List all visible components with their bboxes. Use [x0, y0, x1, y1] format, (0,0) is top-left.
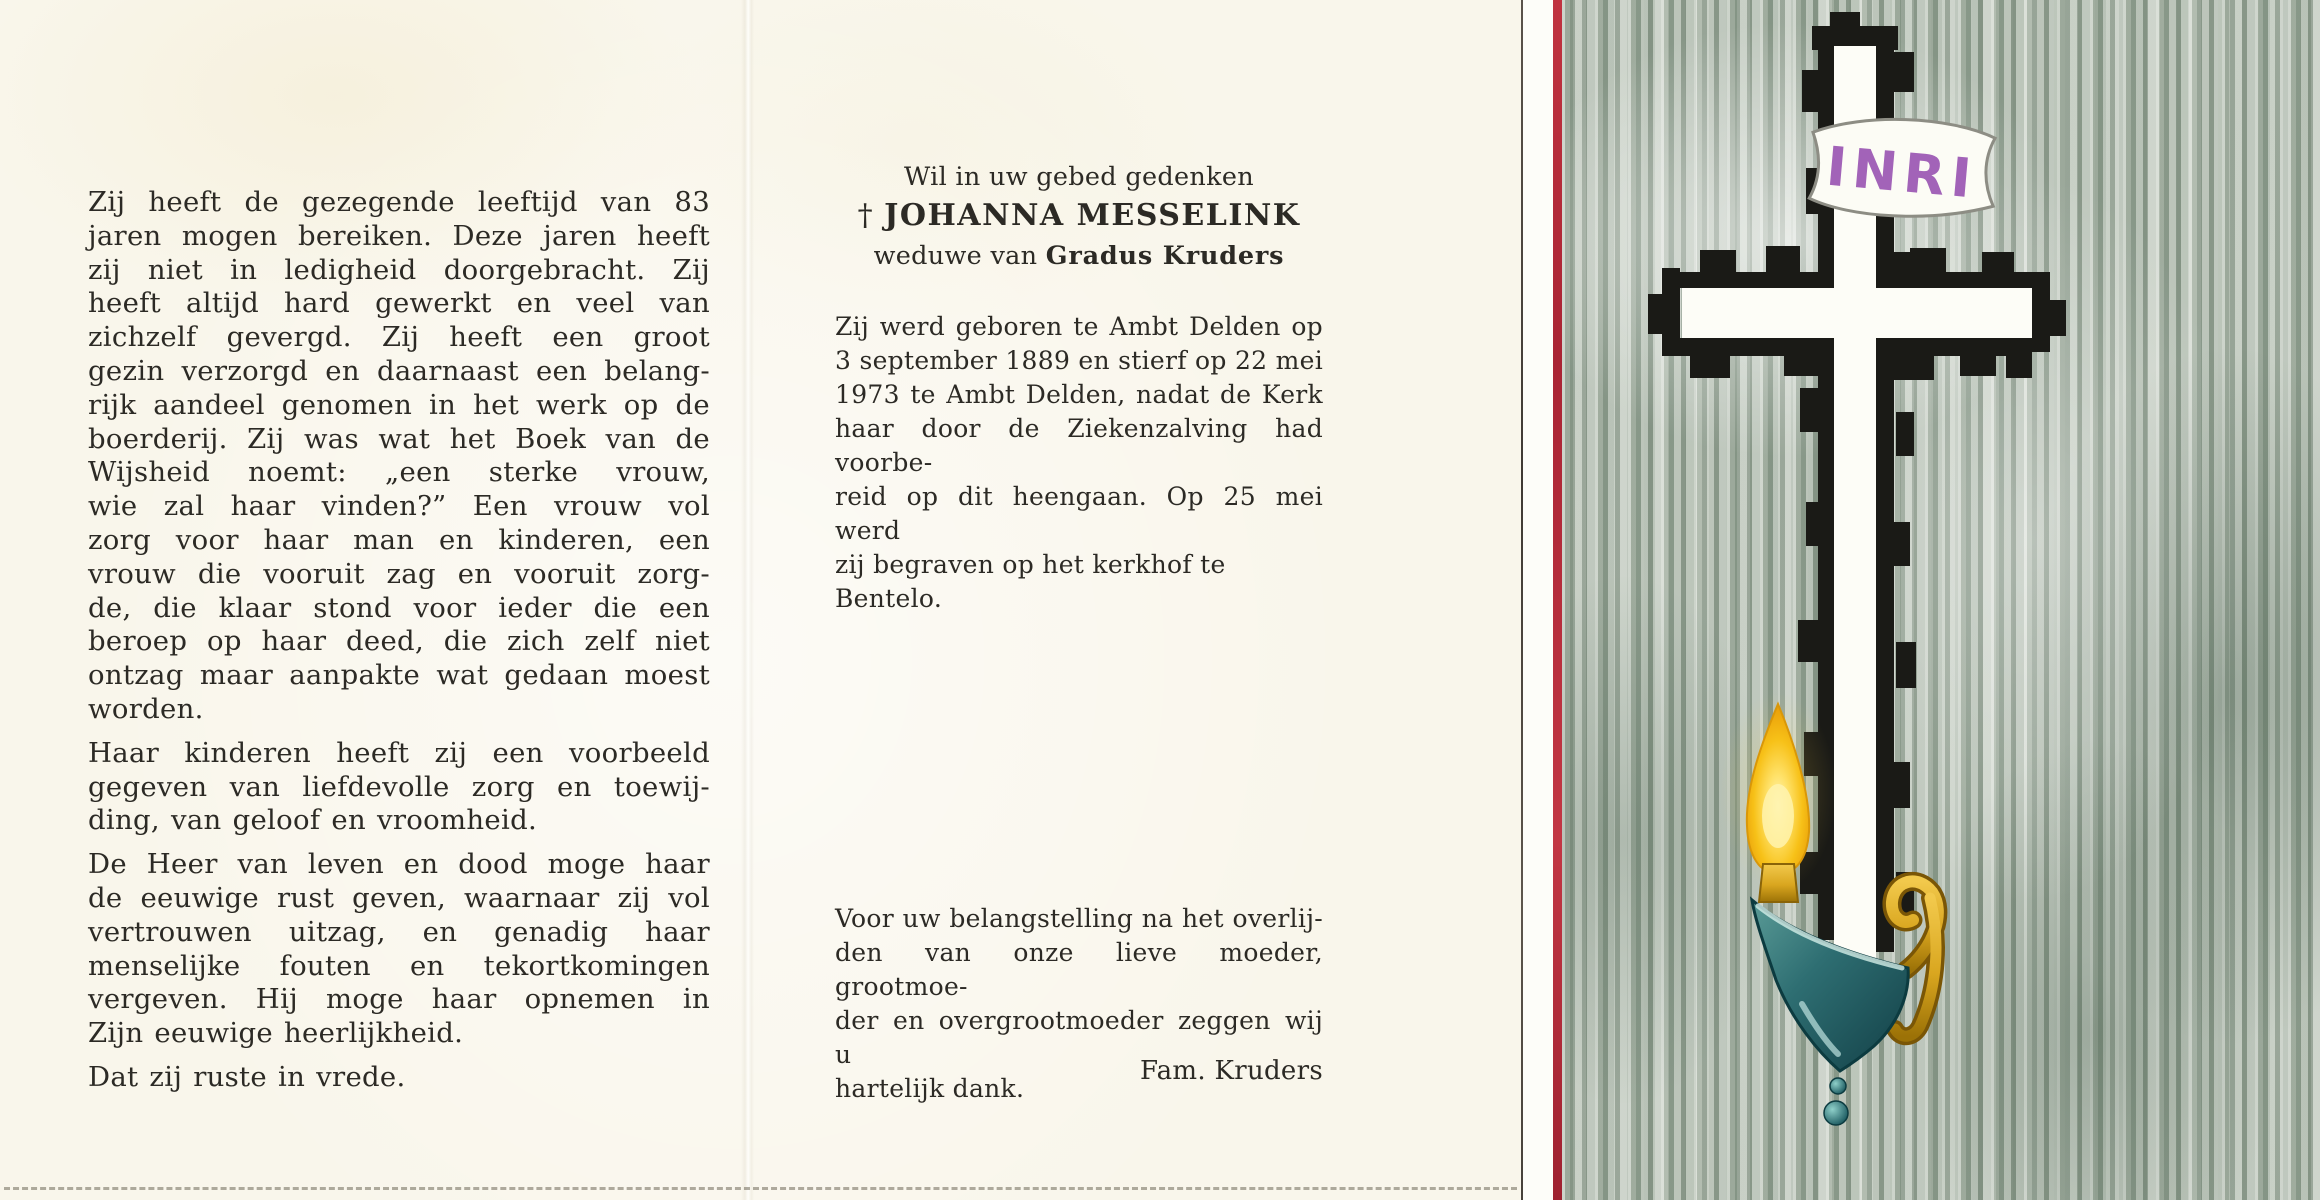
text-line: zij niet in ledigheid doorgebracht. Zij — [88, 253, 710, 286]
text-line: vertrouwen uitzag, en genadig haar — [88, 915, 710, 948]
left-page — [88, 186, 710, 1095]
birth-death-paragraph — [835, 310, 1323, 616]
text-line: hartelijk dank. — [835, 1074, 1025, 1103]
paragraph — [88, 737, 710, 838]
text-line: boerderij. Zij was wat het Boek van de — [88, 422, 710, 455]
text-line: Zij heeft de gezegende leeftijd van 83 — [88, 186, 710, 218]
red-spine-edge — [1553, 0, 1562, 1200]
text-line: wie zal haar vinden?” Een vrouw vol — [88, 490, 710, 523]
text-line: vrouw die vooruit zag en vooruit zorg- — [88, 557, 710, 590]
husband-name: Gradus Kruders — [1045, 241, 1285, 271]
text-line: jaren mogen bereiken. Deze jaren heeft — [88, 219, 710, 252]
text-line: Zij werd geboren te Ambt Delden op — [835, 312, 1323, 341]
text-line: gegeven van liefdevolle zorg en toewij- — [88, 770, 710, 803]
text-line: vergeven. Hij moge haar opnemen in — [88, 983, 710, 1016]
deceased-name-line — [835, 194, 1323, 238]
text-line: Zijn eeuwige heerlijkheid. — [88, 1017, 464, 1050]
text-line: reid op dit heengaan. Op 25 mei werd — [835, 482, 1323, 545]
lamp-bead — [1824, 1101, 1848, 1125]
text-line: haar door de Ziekenzalving had voorbe- — [835, 414, 1323, 477]
text-line: 1973 te Ambt Delden, nadat de Kerk — [835, 380, 1323, 409]
deceased-name: JOHANNA MESSELINK — [884, 198, 1301, 233]
fold-crease — [741, 0, 754, 1200]
text-line: 3 september 1889 en stierf op 22 mei — [835, 346, 1324, 375]
text-line: beroep op haar deed, die zich zelf niet — [88, 625, 710, 658]
text-line: Dat zij ruste in vrede. — [88, 1060, 406, 1093]
intro-line: Wil in uw gebed gedenken — [904, 162, 1254, 192]
text-line: der en overgrootmoeder zeggen wij u — [835, 1006, 1323, 1069]
inri-banner — [1806, 111, 2000, 225]
paragraph — [88, 1061, 710, 1095]
text-line: zorg voor haar man en kinderen, een — [88, 523, 710, 556]
flame-core — [1762, 784, 1794, 848]
text-line: Voor uw belangstelling na het overlij- — [835, 904, 1323, 933]
text-line: Wijsheid noemt: „een sterke vrouw, — [88, 456, 710, 489]
text-line: ontzag maar aanpakte wat gedaan moest — [88, 659, 710, 692]
text-line: zij begraven op het kerkhof te Bentelo. — [835, 550, 1226, 613]
cross-illustration — [1562, 0, 2320, 1200]
text-line: den van onze lieve moeder, grootmoe- — [835, 938, 1323, 1001]
text-line: ding, van geloof en vroomheid. — [88, 804, 538, 837]
text-line: de eeuwige rust geven, waarnaar zij vol — [88, 881, 710, 914]
text-line: de, die klaar stond voor ieder die een — [88, 591, 710, 624]
text-line: gezin verzorgd en daarnaast een belang- — [88, 354, 710, 387]
dagger-cross-icon: † — [857, 198, 875, 233]
cover-page — [1553, 0, 2320, 1200]
memorial-page-header — [835, 160, 1323, 274]
text-line: menselijke fouten en tekortkomingen — [88, 949, 710, 982]
lamp-bead — [1830, 1078, 1846, 1094]
family-signature: Fam. Kruders — [1140, 1056, 1323, 1086]
paragraph — [88, 186, 710, 727]
widow-prefix: weduwe van — [873, 241, 1038, 271]
text-line: heeft altijd hard gewerkt en veel van — [88, 287, 710, 320]
painted-background — [1562, 0, 2320, 1200]
inri-text: INRI — [1823, 134, 1980, 211]
text-line: rijk aandeel genomen in het werk op de — [88, 388, 710, 421]
paragraph — [835, 310, 1323, 616]
card-bottom-edge — [4, 1187, 1517, 1190]
text-line: Haar kinderen heeft zij een voorbeeld — [88, 736, 710, 769]
widow-line — [835, 238, 1323, 274]
paragraph — [88, 848, 710, 1051]
text-line: De Heer van leven en dood moge haar — [88, 848, 710, 881]
scan-gap — [1523, 0, 1553, 1200]
text-line: zichzelf gevergd. Zij heeft een groot — [88, 321, 710, 354]
text-line: worden. — [88, 692, 204, 725]
wick-collar — [1759, 864, 1798, 902]
